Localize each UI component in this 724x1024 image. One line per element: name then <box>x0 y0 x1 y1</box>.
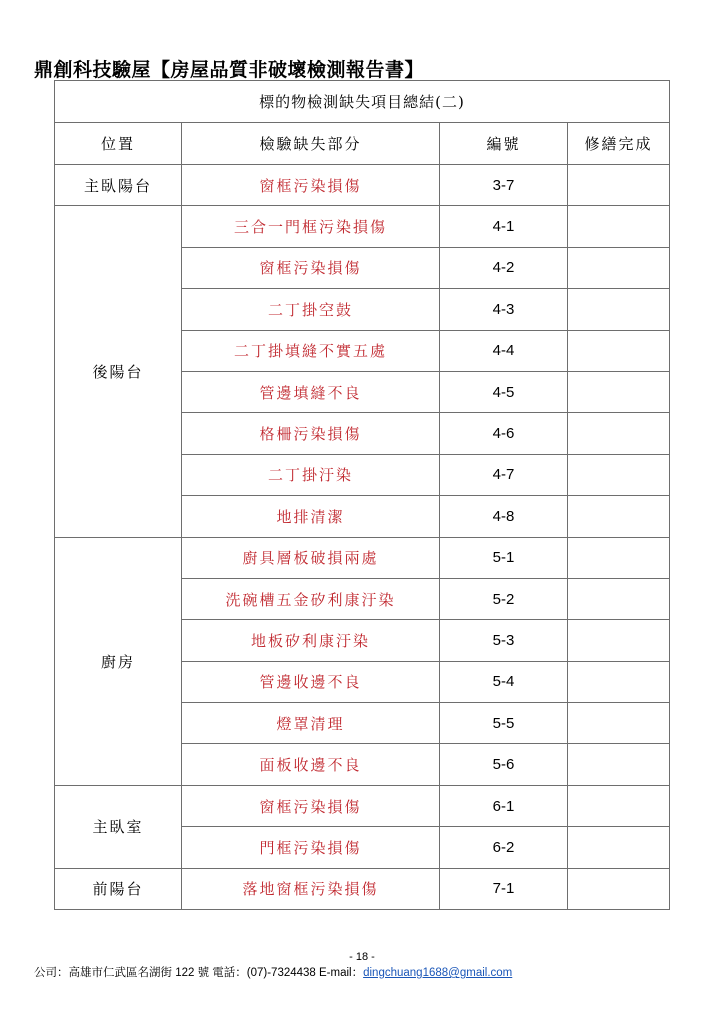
repaired-cell[interactable] <box>568 578 670 619</box>
code-cell: 3-7 <box>440 165 568 206</box>
table-title: 標的物檢測缺失項目總結(二) <box>55 81 670 123</box>
code-cell: 6-1 <box>440 785 568 826</box>
table-row <box>55 537 670 578</box>
page-number: - 18 - <box>349 951 375 963</box>
defect-cell: 地板矽利康汙染 <box>182 620 440 661</box>
repaired-cell[interactable] <box>568 868 670 909</box>
defect-cell: 燈罩清理 <box>182 703 440 744</box>
defect-cell: 地排清潔 <box>182 496 440 537</box>
repaired-cell[interactable] <box>568 785 670 826</box>
location-cell: 主臥陽台 <box>55 165 182 206</box>
code-cell: 5-4 <box>440 661 568 702</box>
defect-cell: 二丁掛填縫不實五處 <box>182 330 440 371</box>
defect-cell: 三合一門框污染損傷 <box>182 206 440 247</box>
defect-summary-table <box>54 80 670 910</box>
location-cell: 後陽台 <box>55 206 182 537</box>
table-row <box>55 785 670 826</box>
repaired-cell[interactable] <box>568 537 670 578</box>
location-cell: 前陽台 <box>55 868 182 909</box>
code-cell: 4-1 <box>440 206 568 247</box>
code-cell: 6-2 <box>440 827 568 868</box>
defect-cell: 洗碗槽五金矽利康汙染 <box>182 578 440 619</box>
repaired-cell[interactable] <box>568 703 670 744</box>
repaired-cell[interactable] <box>568 661 670 702</box>
defect-cell: 廚具層板破損兩處 <box>182 537 440 578</box>
location-cell: 廚房 <box>55 537 182 785</box>
code-cell: 4-3 <box>440 289 568 330</box>
column-header-repaired: 修繕完成 <box>568 123 670 165</box>
repaired-cell[interactable] <box>568 247 670 288</box>
defect-cell: 格柵污染損傷 <box>182 413 440 454</box>
code-cell: 4-7 <box>440 454 568 495</box>
table-body <box>55 165 670 910</box>
defect-cell: 窗框污染損傷 <box>182 785 440 826</box>
defect-cell: 管邊填縫不良 <box>182 371 440 412</box>
column-header-location: 位置 <box>55 123 182 165</box>
defect-cell: 窗框污染損傷 <box>182 247 440 288</box>
table-row <box>55 165 670 206</box>
footer-contact-text: 公司：高雄市仁武區名湖街 122 號 電話：(07)-7324438 E-mail： <box>34 967 364 979</box>
repaired-cell[interactable] <box>568 165 670 206</box>
defect-cell: 落地窗框污染損傷 <box>182 868 440 909</box>
defect-cell: 窗框污染損傷 <box>182 165 440 206</box>
code-cell: 5-6 <box>440 744 568 785</box>
code-cell: 5-1 <box>440 537 568 578</box>
repaired-cell[interactable] <box>568 496 670 537</box>
document-header: 鼎創科技驗屋【房屋品質非破壞檢測報告書】 <box>34 59 425 81</box>
defect-cell: 二丁掛空鼓 <box>182 289 440 330</box>
code-cell: 4-4 <box>440 330 568 371</box>
footer-email-link[interactable]: dingchuang1688@gmail.com <box>363 967 513 979</box>
code-cell: 4-5 <box>440 371 568 412</box>
code-cell: 7-1 <box>440 868 568 909</box>
column-header-code: 編號 <box>440 123 568 165</box>
code-cell: 5-5 <box>440 703 568 744</box>
code-cell: 4-2 <box>440 247 568 288</box>
repaired-cell[interactable] <box>568 744 670 785</box>
table-row <box>55 206 670 247</box>
repaired-cell[interactable] <box>568 620 670 661</box>
table-row <box>55 868 670 909</box>
repaired-cell[interactable] <box>568 454 670 495</box>
code-cell: 4-8 <box>440 496 568 537</box>
defect-cell: 二丁掛汙染 <box>182 454 440 495</box>
defect-cell: 管邊收邊不良 <box>182 661 440 702</box>
defect-cell: 面板收邊不良 <box>182 744 440 785</box>
column-header-defect: 檢驗缺失部分 <box>182 123 440 165</box>
location-cell: 主臥室 <box>55 785 182 868</box>
repaired-cell[interactable] <box>568 371 670 412</box>
repaired-cell[interactable] <box>568 827 670 868</box>
code-cell: 5-3 <box>440 620 568 661</box>
defect-cell: 門框污染損傷 <box>182 827 440 868</box>
repaired-cell[interactable] <box>568 206 670 247</box>
repaired-cell[interactable] <box>568 413 670 454</box>
code-cell: 5-2 <box>440 578 568 619</box>
repaired-cell[interactable] <box>568 330 670 371</box>
repaired-cell[interactable] <box>568 289 670 330</box>
code-cell: 4-6 <box>440 413 568 454</box>
page-footer <box>34 964 512 980</box>
